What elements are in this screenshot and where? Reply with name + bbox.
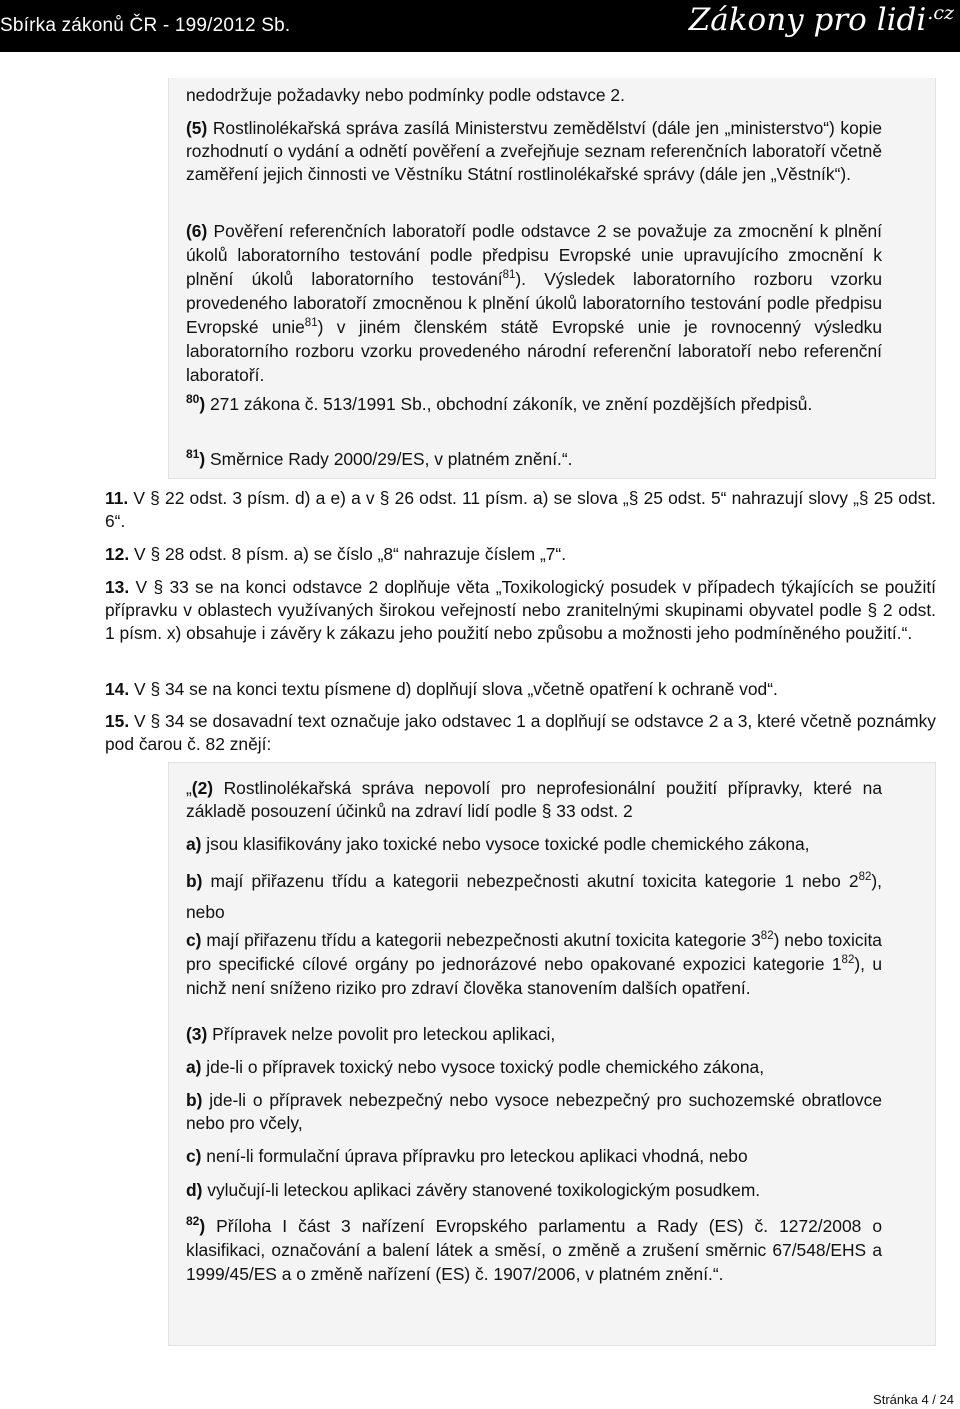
letter-label: a) <box>186 834 202 854</box>
letter-d-3: d) vylučují-li leteckou aplikaci závěry stanovené toxikologickým posudkem. <box>186 1180 761 1200</box>
footnote-ref: 82 <box>858 871 872 883</box>
footnote-ref: 81 <box>502 269 516 281</box>
box2-paragraph-2: „(2) Rostlinolékařská správa nepovolí pro neprofesionální použití přípravky, které na základě posouzení účinků na zdraví lidí podle § 33 odst. 2 <box>186 778 882 821</box>
footnote-ref: 81 <box>304 317 318 329</box>
logo-text: Zákony pro lidi <box>688 2 927 38</box>
paragraph-number: (2) <box>191 778 214 798</box>
letter-b: b) mají přiřazenu třídu a kategorii nebezpečnosti akutní toxicita kategorie 1 nebo $2^{82}$), nebo <box>186 871 882 922</box>
box1-paragraph-0: nedodržuje požadavky nebo podmínky podle odstavce 2. <box>186 85 625 105</box>
footnote-number: 80 <box>186 392 200 406</box>
letter-label: c) <box>186 930 202 950</box>
paragraph-number: (3) <box>186 1024 208 1044</box>
point-number: 14. <box>105 679 130 699</box>
letter-a-3: a) jde-li o přípravek toxický nebo vysoce toxický podle chemického zákona, <box>186 1057 765 1077</box>
footnote-82: $^{82}$) Příloha I část 3 nařízení Evropského parlamentu a Rady (ES) č. 1272/2008 o klasifikaci, označování a balení látek a směsí, o změně a zrušení směrnic 67/548/EHS a 1999/45/ES a o změně nařízení (ES) č. 1907/2006, v platném znění.“. <box>186 1214 882 1284</box>
footnote-81: $^{81}$) Směrnice Rady 2000/29/ES, v platném znění.“. <box>186 447 573 469</box>
logo-suffix: .cz <box>927 2 954 24</box>
point-number: 11. <box>105 488 129 508</box>
point-15: 15. V § 34 se dosavadní text označuje jako odstavec 1 a doplňují se odstavce 2 a 3, které včetně poznámky pod čarou č. 82 znějí: <box>105 711 936 754</box>
paragraph-number: (5) <box>186 118 208 138</box>
letter-label: a) <box>186 1057 202 1077</box>
letter-c-3: c) není-li formulační úprava přípravku pro leteckou aplikaci vhodná, nebo <box>186 1146 748 1166</box>
letter-label: b) <box>186 1090 203 1110</box>
point-13: 13. V § 33 se na konci odstavce 2 doplňuje věta „Toxikologický posudek v případech týkajících se použití přípravku v oblastech využívaných širokou veřejností nebo zranitelnými skupinami obyvatel podle § 2 odst. 1 písm. x) obsahuje i závěry k zákazu jeho použití nebo způsobu a možnosti jeho podmíněného použití.“. <box>105 577 936 643</box>
point-12: 12. V § 28 odst. 8 písm. a) se číslo „8“ nahrazuje číslem „7“. <box>105 544 567 564</box>
point-number: 15. <box>105 711 130 731</box>
point-number: 13. <box>105 577 130 597</box>
point-number: 12. <box>105 544 130 564</box>
site-logo[interactable] <box>689 2 954 38</box>
footnote-ref: 82 <box>760 930 774 942</box>
paragraph-number: (6) <box>186 221 208 241</box>
document-title: Sbírka zákonů ČR - 199/2012 Sb. <box>0 15 291 36</box>
footnote-number: 81 <box>186 447 200 461</box>
letter-b-3: b) jde-li o přípravek nebezpečný nebo vysoce nebezpečný pro suchozemské obratlovce nebo pro včely, <box>186 1090 882 1133</box>
page-number: Stránka 4 / 24 <box>873 1392 954 1407</box>
footnote-number: 82 <box>186 1214 200 1228</box>
letter-label: c) <box>186 1146 202 1166</box>
letter-c: c) mají přiřazenu třídu a kategorii nebezpečnosti akutní toxicita kategorie $3^{82}$) nebo toxicita pro specifické cílové orgány po jednorázové nebo opakované expozici kategorie $1^{82}$), u nichž není sníženo riziko pro zdraví člověka stanovením dalších opatření. <box>186 930 882 998</box>
letter-a: a) jsou klasifikovány jako toxické nebo vysoce toxické podle chemického zákona, <box>186 834 810 854</box>
paragraph-6: (6) Pověření referenčních laboratoří podle odstavce 2 se považuje za zmocnění k plnění úkolů laboratorního testování podle předpisu Evropské unie upravujícího zmocnění k plnění úkolů laboratorního testování$^{81}$). Výsledek laboratorního rozboru vzorku provedeného laboratoří zmocněnou k plnění úkolů laboratorního testování podle předpisu Evropské unie$^{81}$) v jiném členském státě Evropské unie je rovnocenný výsledku laboratorního rozboru vzorku provedeného národní referenční laboratoří nebo referenční laboratoří. <box>186 221 883 385</box>
footnote-ref: 82 <box>841 954 855 966</box>
letter-label: d) <box>186 1180 203 1200</box>
letter-label: b) <box>186 871 203 891</box>
box2-paragraph-3: (3) Přípravek nelze povolit pro leteckou aplikaci, <box>186 1024 556 1044</box>
footnote-80: $^{80}$) 271 zákona č. 513/1991 Sb., obchodní zákoník, ve znění pozdějších předpisů. <box>186 392 813 414</box>
point-11: 11. V § 22 odst. 3 písm. d) a e) a v § 26 odst. 11 písm. a) se slova „§ 25 odst. 5“ nahrazují slovy „§ 25 odst. 6“. <box>105 488 936 531</box>
document-header <box>0 0 960 52</box>
point-14: 14. V § 34 se na konci textu písmene d) doplňují slova „včetně opatření k ochraně vod“. <box>105 679 778 699</box>
paragraph-5: (5) Rostlinolékařská správa zasílá Ministerstvu zemědělství (dále jen „ministerstvo“) kopie rozhodnutí o vydání a odnětí pověření a zveřejňuje seznam referenčních laboratoří včetně zaměření jejich činnosti ve Věstníku Státní rostlinolékařské správy (dále jen „Věstník“). <box>186 118 882 184</box>
